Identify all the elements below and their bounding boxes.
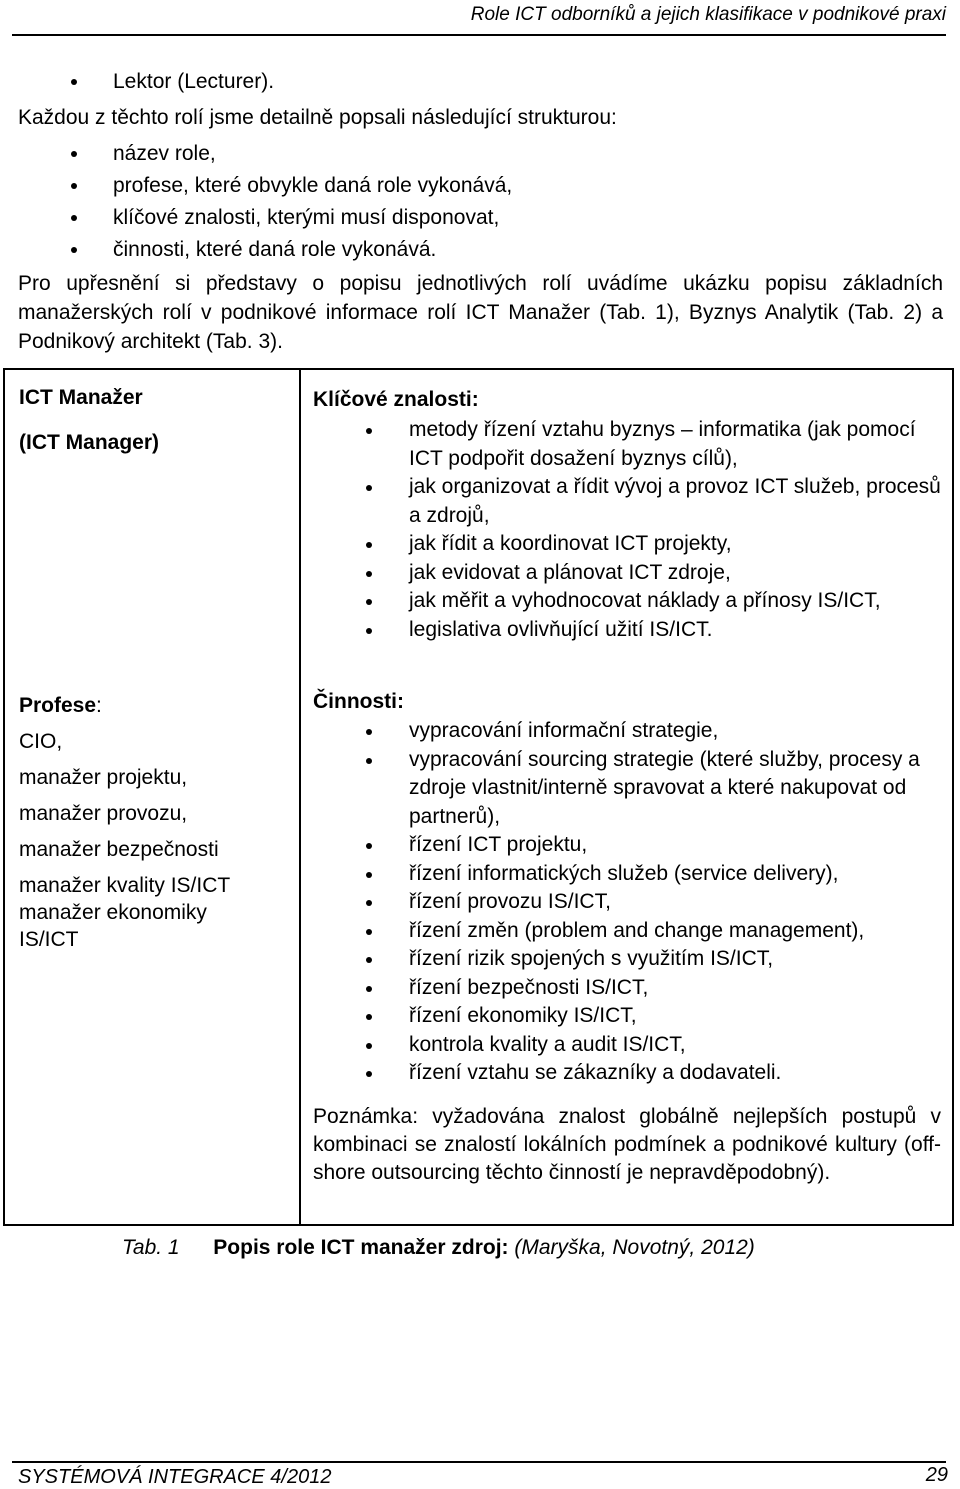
professions-heading: Profese: [19, 694, 102, 717]
list-item: jak řídit a koordinovat ICT projekty, [313, 530, 943, 559]
profession-item: manažer projektu, [19, 766, 188, 789]
profession-item: CIO, [19, 730, 63, 753]
details-column [313, 370, 943, 1224]
intro-paragraph: Pro upřesnění si představy o popisu jednotlivých rolí uvádíme ukázku popisu základních manažerských rolí v podnikové informace rolí ICT Manažer (Tab. 1), Byznys Analytik (Tab. 2) a Podnikový architekt (Tab. 3). [18, 272, 943, 353]
caption-label: Tab. 1 [122, 1236, 180, 1259]
caption-source: (Maryška, Novotný, 2012) [514, 1236, 755, 1259]
intro-top-list [18, 66, 943, 98]
list-item: řízení ICT projektu, [313, 831, 943, 860]
profession-item: manažer provozu, [19, 802, 188, 825]
activities-heading: Činnosti: [313, 690, 404, 713]
activities-list [313, 717, 943, 1088]
list-item: řízení ekonomiky IS/ICT, [313, 1002, 943, 1031]
list-item: kontrola kvality a audit IS/ICT, [313, 1031, 943, 1060]
list-item: legislativa ovlivňující užití IS/ICT. [313, 616, 943, 645]
list-item: řízení rizik spojených s využitím IS/ICT, [313, 945, 943, 974]
list-item: řízení informatických služeb (service delivery), [313, 860, 943, 889]
caption-title: Popis role ICT manažer zdroj: [213, 1236, 509, 1259]
knowledge-list [313, 416, 943, 644]
list-item: metody řízení vztahu byznys – informatika (jak pomocí ICT podpořit dosažení byznys cílů), [313, 416, 943, 473]
list-item: jak organizovat a řídit vývoj a provoz ICT služeb, procesů a zdrojů, [313, 473, 943, 530]
running-header: Role ICT odborníků a jejich klasifikace v podnikové praxi [470, 4, 946, 25]
list-item: řízení bezpečnosti IS/ICT, [313, 974, 943, 1003]
footer-divider [12, 1461, 946, 1463]
page-number: 29 [925, 1464, 948, 1486]
list-item: klíčové znalosti, kterými musí disponovat, [18, 202, 943, 234]
column-divider [299, 370, 301, 1224]
role-name-english: (ICT Manager) [19, 431, 160, 454]
role-name: ICT Manažer [19, 386, 143, 409]
role-table [3, 368, 954, 1226]
list-item: jak měřit a vyhodnocovat náklady a přínosy IS/ICT, [313, 587, 943, 616]
list-item: činnosti, které daná role vykonává. [18, 234, 943, 266]
profession-item: manažer bezpečnosti [19, 838, 219, 861]
knowledge-heading: Klíčové znalosti: [313, 388, 479, 411]
header-divider [12, 34, 946, 36]
list-item: vypracování informační strategie, [313, 717, 943, 746]
list-item: jak evidovat a plánovat ICT zdroje, [313, 559, 943, 588]
profession-item: IS/ICT [19, 928, 79, 951]
journal-title: SYSTÉMOVÁ INTEGRACE 4/2012 [18, 1466, 332, 1488]
list-item: název role, [18, 138, 943, 170]
table-caption [122, 1236, 755, 1260]
list-item: Lektor (Lecturer). [18, 66, 943, 98]
structure-list [18, 138, 943, 266]
list-item: profese, které obvykle daná role vykonává, [18, 170, 943, 202]
table-note: Poznámka: vyžadována znalost globálně nejlepších postupů v kombinaci se znalostí lokálních podmínek a podnikové kultury (off-shore outsourcing těchto činností je nepravděpodobný). [313, 1105, 941, 1184]
list-item: řízení změn (problem and change management), [313, 917, 943, 946]
profession-item: manažer ekonomiky [19, 901, 207, 924]
list-item: řízení vztahu se zákazníky a dodavateli. [313, 1059, 943, 1088]
structure-intro: Každou z těchto rolí jsme detailně popsali následující strukturou: [18, 106, 617, 129]
list-item: vypracování sourcing strategie (které služby, procesy a zdroje vlastnit/interně spravovat a které nakupovat od partnerů), [313, 746, 943, 832]
list-item: řízení provozu IS/ICT, [313, 888, 943, 917]
profession-item: manažer kvality IS/ICT [19, 874, 231, 897]
